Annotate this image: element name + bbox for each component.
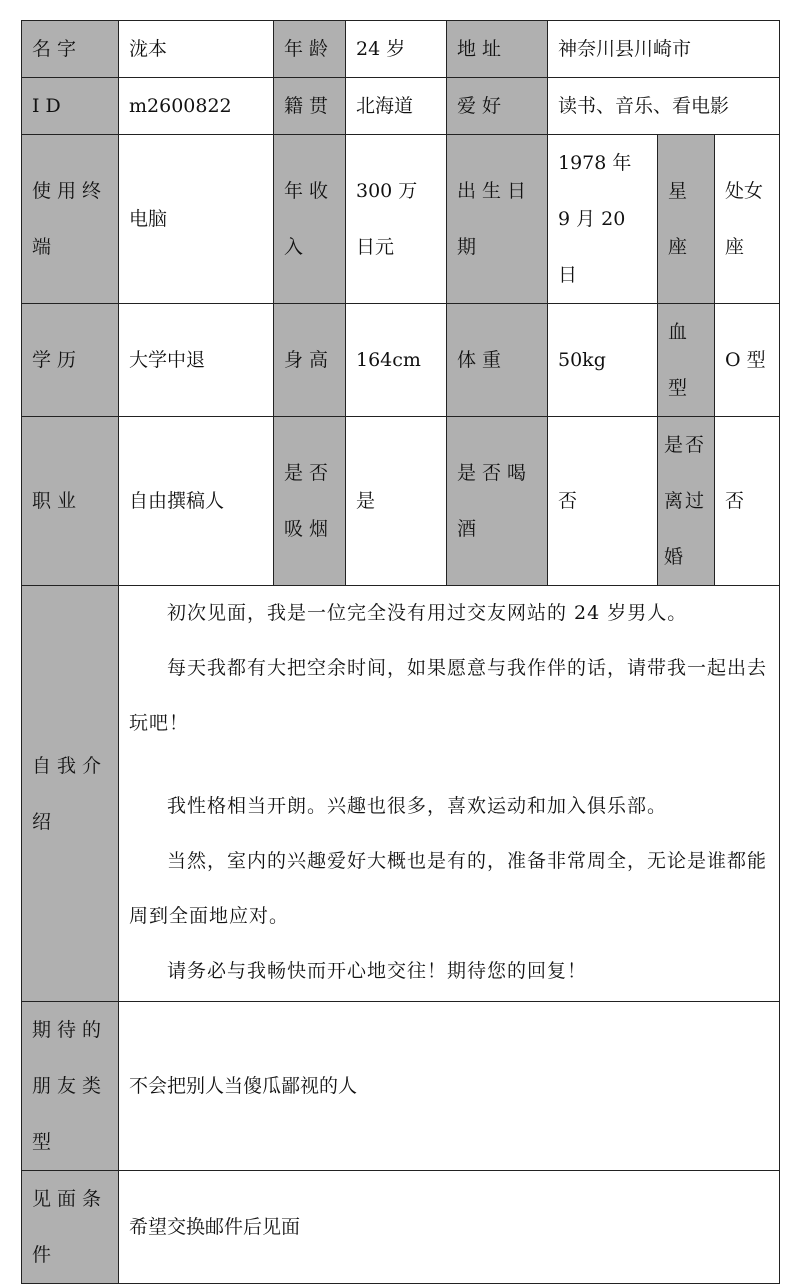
- expected-friend-label: 期待的朋友类型: [22, 1002, 119, 1171]
- age-label: 年龄: [274, 21, 346, 78]
- meeting-value: 希望交换邮件后见面: [119, 1171, 780, 1284]
- weight-value: 50kg: [548, 304, 658, 417]
- id-value: m2600822: [119, 78, 274, 135]
- birthday-value: 1978 年 9 月 20 日: [548, 135, 658, 304]
- name-value: 泷本: [119, 21, 274, 78]
- profile-sheet: [21, 20, 780, 1284]
- hometown-label: 籍贯: [274, 78, 346, 135]
- hobby-label: 爱好: [447, 78, 548, 135]
- table-row: [22, 417, 780, 586]
- zodiac-value: 处女座: [715, 135, 780, 304]
- address-label: 地址: [447, 21, 548, 78]
- smoke-value: 是: [346, 417, 447, 586]
- table-row: [22, 135, 780, 304]
- drink-label: 是否喝酒: [447, 417, 548, 586]
- table-row: [22, 1002, 780, 1171]
- address-value: 神奈川县川崎市: [548, 21, 780, 78]
- intro-paragraph: 初次见面，我是一位完全没有用过交友网站的 24 岁男人。: [167, 602, 688, 624]
- education-label: 学历: [22, 304, 119, 417]
- blood-label: 血型: [658, 304, 715, 417]
- expected-friend-value: 不会把别人当傻瓜鄙视的人: [119, 1002, 780, 1171]
- education-value: 大学中退: [119, 304, 274, 417]
- birthday-label: 出生日期: [447, 135, 548, 304]
- device-label: 使用终端: [22, 135, 119, 304]
- table-row: [22, 586, 780, 1002]
- name-label: 名字: [22, 21, 119, 78]
- intro-gap: [129, 751, 769, 779]
- height-value: 164cm: [346, 304, 447, 417]
- job-label: 职业: [22, 417, 119, 586]
- income-label: 年收入: [274, 135, 346, 304]
- intro-paragraph: 当然，室内的兴趣爱好大概也是有的，准备非常周全，无论是谁都能周到全面地应对。: [129, 850, 768, 927]
- smoke-label: 是否吸烟: [274, 417, 346, 586]
- blood-value: O 型: [715, 304, 780, 417]
- device-value: 电脑: [119, 135, 274, 304]
- profile-table: [21, 20, 780, 1284]
- drink-value: 否: [548, 417, 658, 586]
- divorce-label: 是否离过婚: [658, 417, 715, 586]
- table-row: [22, 304, 780, 417]
- intro-paragraph: 我性格相当开朗。兴趣也很多，喜欢运动和加入俱乐部。: [167, 795, 668, 817]
- intro-paragraph: 请务必与我畅快而开心地交往！期待您的回复！: [167, 960, 588, 982]
- weight-label: 体重: [447, 304, 548, 417]
- hobby-value: 读书、音乐、看电影: [548, 78, 780, 135]
- age-value: 24 岁: [346, 21, 447, 78]
- hometown-value: 北海道: [346, 78, 447, 135]
- height-label: 身高: [274, 304, 346, 417]
- table-row: [22, 21, 780, 78]
- meeting-label: 见面条件: [22, 1171, 119, 1284]
- intro-paragraph: 每天我都有大把空余时间，如果愿意与我作伴的话，请带我一起出去玩吧！: [129, 657, 768, 734]
- zodiac-label: 星座: [658, 135, 715, 304]
- intro-label: 自我介绍: [22, 586, 119, 1002]
- table-row: [22, 1171, 780, 1284]
- table-row: [22, 78, 780, 135]
- divorce-value: 否: [715, 417, 780, 586]
- intro-text: [119, 586, 780, 1002]
- id-label: ID: [22, 78, 119, 135]
- job-value: 自由撰稿人: [119, 417, 274, 586]
- income-value: 300 万日元: [346, 135, 447, 304]
